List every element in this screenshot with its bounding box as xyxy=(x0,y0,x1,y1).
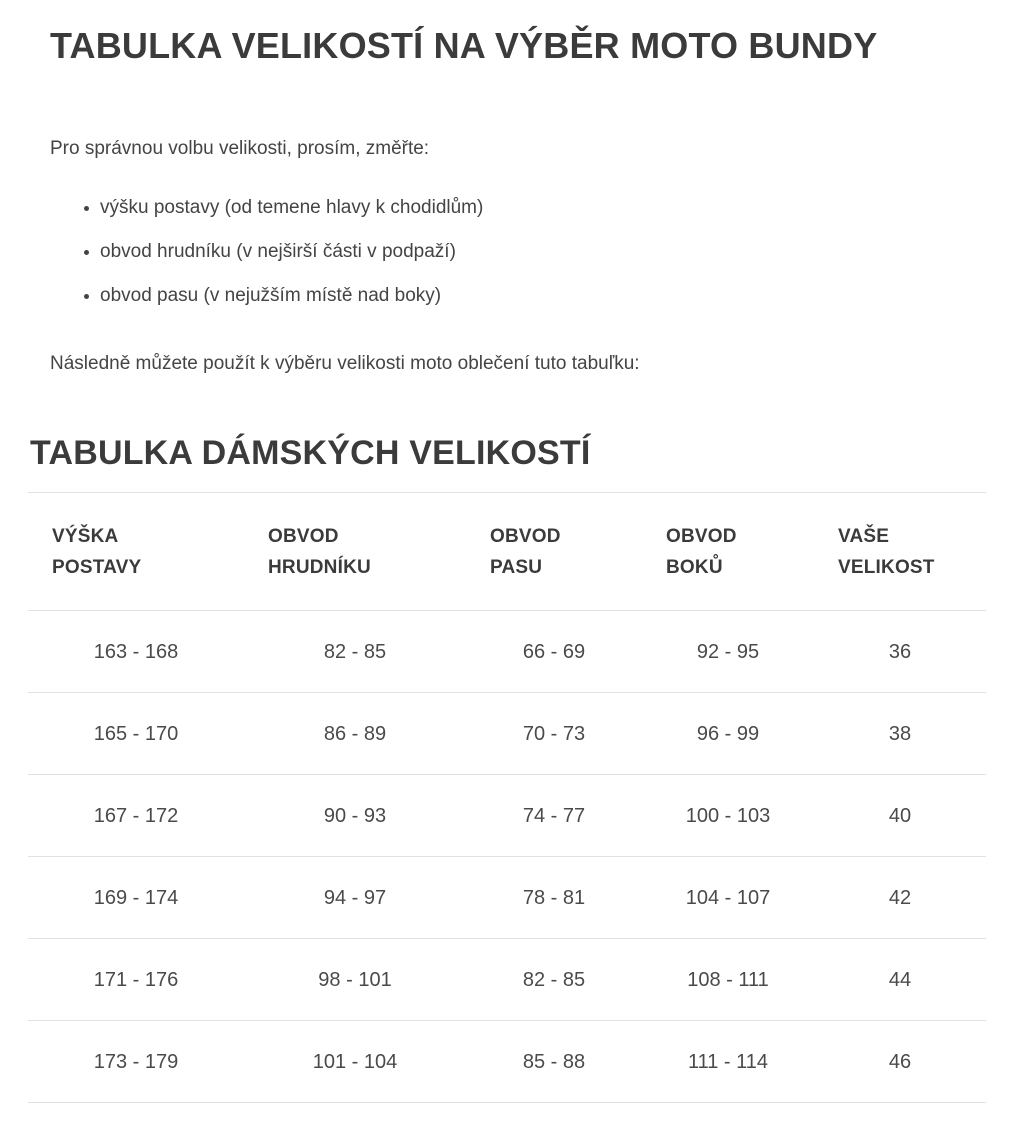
womens-size-table xyxy=(28,492,986,1103)
cell-height: 165 - 170 xyxy=(28,693,244,775)
intro-paragraph: Pro správnou volbu velikosti, prosím, změřte: xyxy=(50,138,430,159)
cell-height: 163 - 168 xyxy=(28,611,244,693)
column-header-line1: OBVOD xyxy=(666,525,737,547)
size-table-container xyxy=(28,492,986,1103)
list-item-label: výšku postavy (od temene hlavy k chodidlům) xyxy=(100,197,484,218)
cell-height: 173 - 179 xyxy=(28,1021,244,1103)
column-header-size xyxy=(814,493,986,611)
table-header-row xyxy=(28,493,986,611)
cell-chest: 94 - 97 xyxy=(244,857,466,939)
cell-chest: 86 - 89 xyxy=(244,693,466,775)
column-header-line1: VAŠE xyxy=(838,525,890,547)
cell-chest: 90 - 93 xyxy=(244,775,466,857)
page-title: TABULKA VELIKOSTÍ NA VÝBĚR MOTO BUNDY xyxy=(50,25,878,66)
column-header-line1: OBVOD xyxy=(490,525,561,547)
cell-size: 36 xyxy=(814,611,986,693)
list-item xyxy=(86,196,986,220)
cell-size: 38 xyxy=(814,693,986,775)
table-row xyxy=(28,693,986,775)
column-header-waist xyxy=(466,493,642,611)
column-header-line2: PASU xyxy=(490,556,543,578)
column-header-line2: BOKŮ xyxy=(666,556,723,578)
table-row xyxy=(28,939,986,1021)
cell-height: 171 - 176 xyxy=(28,939,244,1021)
cell-hips: 108 - 111 xyxy=(642,939,814,1021)
cell-chest: 82 - 85 xyxy=(244,611,466,693)
cell-waist: 74 - 77 xyxy=(466,775,642,857)
cell-size: 42 xyxy=(814,857,986,939)
list-item xyxy=(86,284,986,308)
column-header-line1: OBVOD xyxy=(268,525,339,547)
cell-waist: 78 - 81 xyxy=(466,857,642,939)
cell-hips: 104 - 107 xyxy=(642,857,814,939)
column-header-chest xyxy=(244,493,466,611)
cell-hips: 96 - 99 xyxy=(642,693,814,775)
cell-size: 44 xyxy=(814,939,986,1021)
column-header-line2: POSTAVY xyxy=(52,556,142,578)
cell-hips: 92 - 95 xyxy=(642,611,814,693)
cell-waist: 85 - 88 xyxy=(466,1021,642,1103)
table-row xyxy=(28,857,986,939)
table-body xyxy=(28,611,986,1103)
measurement-list xyxy=(50,196,986,308)
cell-hips: 100 - 103 xyxy=(642,775,814,857)
follow-up-paragraph: Následně můžete použít k výběru velikosti moto oblečení tuto tabuľku: xyxy=(50,353,640,374)
cell-chest: 101 - 104 xyxy=(244,1021,466,1103)
cell-waist: 82 - 85 xyxy=(466,939,642,1021)
list-item-label: obvod hrudníku (v nejširší části v podpaží) xyxy=(100,241,456,262)
cell-chest: 98 - 101 xyxy=(244,939,466,1021)
cell-size: 46 xyxy=(814,1021,986,1103)
column-header-height xyxy=(28,493,244,611)
column-header-hips xyxy=(642,493,814,611)
cell-size: 40 xyxy=(814,775,986,857)
table-header xyxy=(28,493,986,611)
column-header-line2: HRUDNÍKU xyxy=(268,556,371,578)
table-row xyxy=(28,1021,986,1103)
cell-height: 169 - 174 xyxy=(28,857,244,939)
section-title-womens-sizes: TABULKA DÁMSKÝCH VELIKOSTÍ xyxy=(30,434,591,472)
cell-hips: 111 - 114 xyxy=(642,1021,814,1103)
table-row xyxy=(28,611,986,693)
column-header-line2: VELIKOST xyxy=(838,556,935,578)
cell-height: 167 - 172 xyxy=(28,775,244,857)
cell-waist: 70 - 73 xyxy=(466,693,642,775)
list-item-label: obvod pasu (v nejužším místě nad boky) xyxy=(100,285,442,306)
column-header-line1: VÝŠKA xyxy=(52,525,119,547)
table-row xyxy=(28,775,986,857)
list-item xyxy=(86,240,986,264)
cell-waist: 66 - 69 xyxy=(466,611,642,693)
